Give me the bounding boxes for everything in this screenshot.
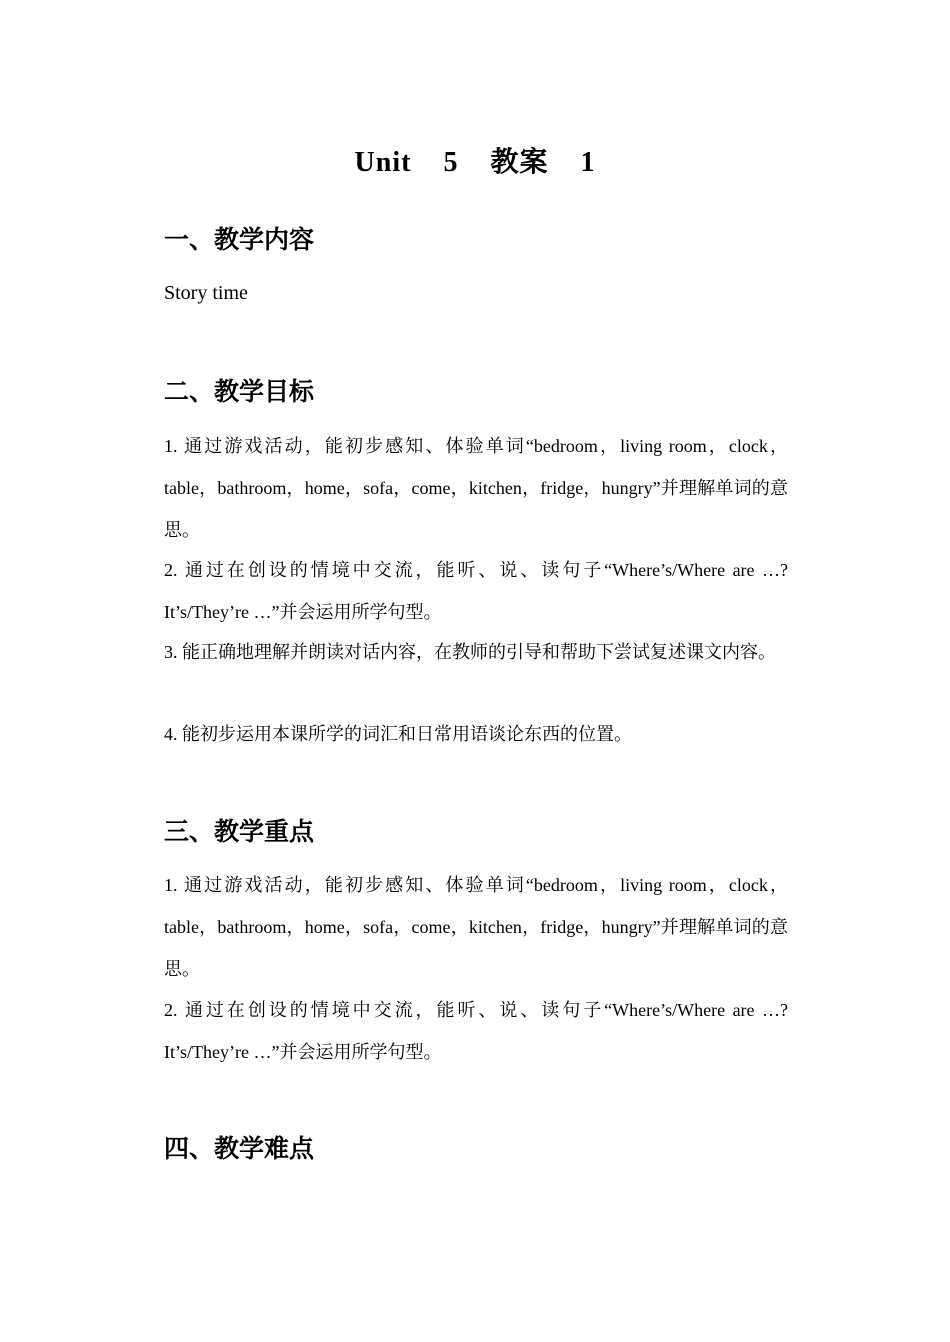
section-heading-difficulties: 四、教学难点 [164,1134,315,1163]
objective-item-2: 2. 通过在创设的情境中交流，能听、说、读句子“Where’s/Where are …? It’s/They’re …”并会运用所学句型。 [164,560,788,622]
section-heading-objectives: 二、教学目标 [164,377,315,406]
objective-item-1: 1. 通过游戏活动，能初步感知、体验单词“bedroom，living room，clock，table，bathroom，home，sofa，come，kitchen，fridge，hungry”并理解单词的意思。 [164,436,788,540]
key-point-item-2: 2. 通过在创设的情境中交流，能听、说、读句子“Where’s/Where are …? It’s/They’re …”并会运用所学句型。 [164,1000,788,1062]
section-heading-content: 一、教学内容 [164,225,315,254]
document-title: Unit 5 教案 1 [354,147,596,178]
objective-item-3: 3. 能正确地理解并朗读对话内容，在教师的引导和帮助下尝试复述课文内容。 [164,642,776,662]
section-heading-key-points: 三、教学重点 [164,817,315,846]
key-point-item-1: 1. 通过游戏活动，能初步感知、体验单词“bedroom，living room，clock，table，bathroom，home，sofa，come，kitchen，fridge，hungry”并理解单词的意思。 [164,875,788,979]
content-item: Story time [164,282,248,304]
objective-item-4: 4. 能初步运用本课所学的词汇和日常用语谈论东西的位置。 [164,724,632,744]
